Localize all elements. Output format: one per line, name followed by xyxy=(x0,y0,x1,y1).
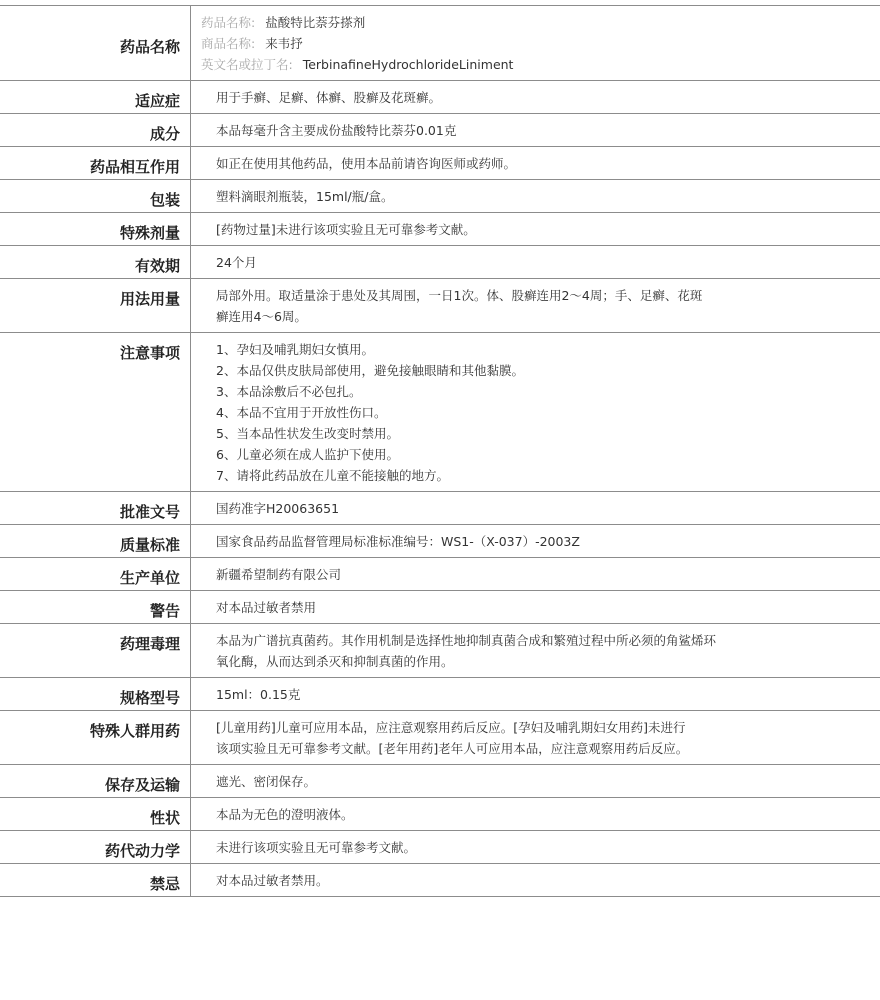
precaution-item: 3、本品涂敷后不必包扎。 xyxy=(216,384,362,399)
row-value xyxy=(190,81,880,113)
precaution-item: 7、请将此药品放在儿童不能接触的地方。 xyxy=(216,468,449,483)
row-value xyxy=(190,558,880,590)
row-packaging xyxy=(0,180,880,213)
row-value xyxy=(190,711,880,764)
row-value xyxy=(190,798,880,830)
row-value xyxy=(190,831,880,863)
row-value xyxy=(190,279,880,332)
value-line: 国药准字H20063651 xyxy=(216,501,340,516)
row-approval xyxy=(0,492,880,525)
row-label: 生产单位 xyxy=(119,569,180,587)
trade-name-value: 来韦抒 xyxy=(265,36,303,51)
row-label: 性状 xyxy=(149,809,180,827)
row-drug-name xyxy=(0,5,880,81)
row-label: 药理毒理 xyxy=(119,635,180,653)
row-appearance xyxy=(0,798,880,831)
generic-name-key: 药品名称: xyxy=(201,15,256,30)
english-name-key: 英文名或拉丁名: xyxy=(201,57,293,72)
row-label: 用法用量 xyxy=(119,290,180,308)
generic-name-line xyxy=(201,12,880,33)
row-value xyxy=(190,6,880,80)
row-standard xyxy=(0,525,880,558)
row-specification xyxy=(0,678,880,711)
value-line: 局部外用。取适量涂于患处及其周围，一日1次。体、股癣连用2～4周；手、足癣、花斑 xyxy=(216,288,703,303)
value-line: 用于手癣、足癣、体癣、股癣及花斑癣。 xyxy=(216,90,442,105)
row-value xyxy=(190,180,880,212)
precaution-item: 4、本品不宜用于开放性伤口。 xyxy=(216,405,387,420)
row-value xyxy=(190,333,880,491)
row-interactions xyxy=(0,147,880,180)
row-label: 特殊剂量 xyxy=(119,224,180,242)
row-value xyxy=(190,864,880,896)
value-line: 癣连用4～6周。 xyxy=(216,309,307,324)
row-label: 质量标准 xyxy=(119,536,180,554)
row-value xyxy=(190,246,880,278)
trade-name-line xyxy=(201,33,880,54)
value-line: [儿童用药]儿童可应用本品，应注意观察用药后反应。[孕妇及哺乳期妇女用药]未进行 xyxy=(216,720,686,735)
value-line: 该项实验且无可靠参考文献。[老年用药]老年人可应用本品，应注意观察用药后反应。 xyxy=(216,741,689,756)
row-label: 批准文号 xyxy=(119,503,180,521)
precaution-item: 5、当本品性状发生改变时禁用。 xyxy=(216,426,399,441)
row-value xyxy=(190,678,880,710)
row-pharmacology xyxy=(0,624,880,678)
value-line: [药物过量]未进行该项实验且无可靠参考文献。 xyxy=(216,222,476,237)
row-shelf-life xyxy=(0,246,880,279)
row-value xyxy=(190,624,880,677)
row-label: 特殊人群用药 xyxy=(89,722,180,740)
value-line: 塑料滴眼剂瓶装，15ml/瓶/盒。 xyxy=(216,189,394,204)
value-line: 本品每毫升含主要成份盐酸特比萘芬0.01克 xyxy=(216,123,457,138)
value-line: 24个月 xyxy=(216,255,257,270)
row-value xyxy=(190,765,880,797)
precaution-item: 1、孕妇及哺乳期妇女慎用。 xyxy=(216,342,374,357)
value-line: 遮光、密闭保存。 xyxy=(216,774,317,789)
value-line: 新疆希望制药有限公司 xyxy=(216,567,342,582)
precaution-item: 6、儿童必须在成人监护下使用。 xyxy=(216,447,399,462)
value-line: 对本品过敏者禁用 xyxy=(216,600,317,615)
value-line: 15ml：0.15克 xyxy=(216,687,301,702)
row-value xyxy=(190,213,880,245)
row-label: 药代动力学 xyxy=(104,842,180,860)
row-storage xyxy=(0,765,880,798)
generic-name-value: 盐酸特比萘芬搽剂 xyxy=(265,15,366,30)
value-line: 未进行该项实验且无可靠参考文献。 xyxy=(216,840,417,855)
row-special-dose xyxy=(0,213,880,246)
value-line: 本品为广谱抗真菌药。其作用机制是选择性地抑制真菌合成和繁殖过程中所必须的角鲨烯环 xyxy=(216,633,717,648)
drug-info-table xyxy=(0,5,880,897)
row-indications xyxy=(0,81,880,114)
row-special-population xyxy=(0,711,880,765)
row-label: 药品名称 xyxy=(119,38,180,56)
row-label: 适应症 xyxy=(134,92,180,110)
value-line: 本品为无色的澄明液体。 xyxy=(216,807,354,822)
value-line: 国家食品药品监督管理局标准标准编号：WS1-（X-037）-2003Z xyxy=(216,534,580,549)
english-name-value: TerbinafineHydrochlorideLiniment xyxy=(302,57,514,72)
row-value xyxy=(190,492,880,524)
row-label: 有效期 xyxy=(134,257,180,275)
value-line: 如正在使用其他药品，使用本品前请咨询医师或药师。 xyxy=(216,156,517,171)
row-label: 包装 xyxy=(149,191,180,209)
row-manufacturer xyxy=(0,558,880,591)
row-label: 保存及运输 xyxy=(104,776,180,794)
row-label: 注意事项 xyxy=(119,344,180,362)
row-precautions xyxy=(0,333,880,492)
trade-name-key: 商品名称: xyxy=(201,36,256,51)
value-line: 对本品过敏者禁用。 xyxy=(216,873,329,888)
row-dosage xyxy=(0,279,880,333)
row-label: 药品相互作用 xyxy=(89,158,180,176)
row-value xyxy=(190,147,880,179)
row-contraindications xyxy=(0,864,880,897)
row-label: 规格型号 xyxy=(119,689,180,707)
row-label: 警告 xyxy=(149,602,180,620)
row-label: 禁忌 xyxy=(149,875,180,893)
value-line: 氧化酶，从而达到杀灭和抑制真菌的作用。 xyxy=(216,654,454,669)
row-warning xyxy=(0,591,880,624)
row-ingredients xyxy=(0,114,880,147)
row-value xyxy=(190,114,880,146)
english-name-line xyxy=(201,54,880,75)
row-value xyxy=(190,525,880,557)
row-pharmacokinetics xyxy=(0,831,880,864)
row-value xyxy=(190,591,880,623)
precaution-item: 2、本品仅供皮肤局部使用，避免接触眼睛和其他黏膜。 xyxy=(216,363,524,378)
row-label: 成分 xyxy=(149,125,180,143)
